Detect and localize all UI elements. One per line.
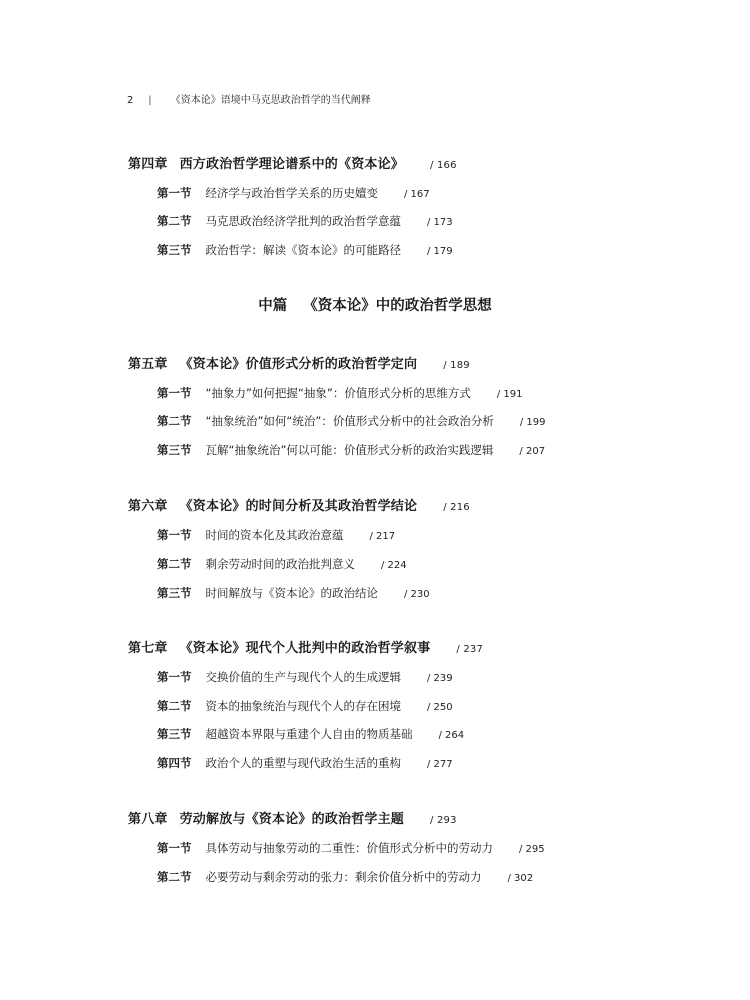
toc-section[interactable] (157, 588, 430, 600)
section-title: 时间解放与《资本论》的政治结论 (205, 586, 378, 600)
toc-section[interactable] (157, 843, 545, 855)
section-title: 政治个人的重塑与现代政治生活的重构 (205, 756, 401, 770)
part-number: 中篇 (258, 298, 288, 314)
section-title: “抽象力”如何把握“抽象”：价值形式分析的思维方式 (205, 386, 471, 400)
chapter-number: 第五章 (128, 357, 168, 372)
section-page: / 207 (519, 446, 546, 457)
section-number: 第一节 (157, 186, 192, 200)
toc-section[interactable] (157, 416, 545, 428)
section-title: 瓦解“抽象统治”何以可能：价值形式分析的政治实践逻辑 (205, 443, 494, 457)
section-title: 经济学与政治哲学关系的历史嬗变 (205, 186, 378, 200)
running-header (127, 91, 371, 106)
section-number: 第三节 (157, 443, 192, 457)
chapter-title: 西方政治哲学理论谱系中的《资本论》 (179, 157, 405, 172)
toc-section[interactable] (157, 872, 533, 884)
section-number: 第二节 (157, 870, 192, 884)
section-title: 时间的资本化及其政治意蕴 (205, 528, 344, 542)
chapter-page: / 293 (430, 815, 457, 826)
section-number: 第二节 (157, 557, 192, 571)
chapter-title: 《资本论》的时间分析及其政治哲学结论 (179, 499, 418, 514)
chapter-number: 第八章 (128, 812, 168, 827)
chapter-page: / 216 (443, 502, 470, 513)
chapter-page: / 237 (456, 644, 484, 655)
chapter-number: 第六章 (128, 499, 168, 514)
toc-section[interactable] (157, 530, 395, 542)
part-title: 《资本论》中的政治哲学思想 (303, 298, 492, 314)
section-page: / 230 (404, 589, 430, 600)
book-title: 《资本论》语境中马克思政治哲学的当代阐释 (170, 95, 371, 106)
section-page: / 199 (519, 417, 546, 428)
section-number: 第二节 (157, 214, 192, 228)
chapter-page: / 166 (430, 160, 457, 171)
section-page: / 167 (404, 189, 430, 200)
section-number: 第一节 (157, 386, 192, 400)
section-title: 具体劳动与抽象劳动的二重性：价值形式分析中的劳动力 (205, 841, 493, 855)
section-number: 第三节 (157, 243, 192, 257)
section-page: / 173 (427, 217, 453, 228)
section-page: / 277 (427, 759, 453, 770)
section-title: 马克思政治经济学批判的政治哲学意蕴 (205, 214, 401, 228)
section-title: 超越资本界限与重建个人自由的物质基础 (205, 727, 413, 741)
section-title: 交换价值的生产与现代个人的生成逻辑 (205, 670, 401, 684)
section-page: / 217 (369, 531, 396, 542)
toc-section[interactable] (157, 216, 453, 228)
section-number: 第三节 (157, 586, 192, 600)
section-title: 剩余劳动时间的政治批判意义 (205, 557, 355, 571)
chapter-number: 第四章 (128, 157, 168, 172)
toc-chapter-5[interactable] (128, 358, 470, 371)
section-number: 第四节 (157, 756, 192, 770)
section-page: / 302 (507, 873, 534, 884)
section-page: / 191 (496, 389, 523, 400)
section-title: 政治哲学：解读《资本论》的可能路径 (205, 243, 401, 257)
page-number: 2 (127, 95, 134, 106)
toc-chapter-6[interactable] (128, 500, 470, 513)
toc-section[interactable] (157, 388, 522, 400)
toc-section[interactable] (157, 701, 453, 713)
toc-section[interactable] (157, 758, 453, 770)
toc-section[interactable] (157, 245, 453, 257)
section-number: 第一节 (157, 841, 192, 855)
section-page: / 179 (427, 246, 453, 257)
toc-chapter-4[interactable] (128, 158, 457, 171)
section-number: 第三节 (157, 727, 192, 741)
toc-part-heading[interactable] (0, 299, 750, 314)
header-separator: | (148, 95, 152, 106)
section-number: 第一节 (157, 670, 192, 684)
section-title: “抽象统治”如何“统治”：价值形式分析中的社会政治分析 (205, 414, 494, 428)
toc-section[interactable] (157, 188, 430, 200)
section-page: / 250 (427, 702, 453, 713)
section-page: / 264 (438, 730, 465, 741)
section-number: 第二节 (157, 414, 192, 428)
section-number: 第一节 (157, 528, 192, 542)
section-page: / 295 (519, 844, 545, 855)
chapter-number: 第七章 (128, 641, 168, 656)
toc-section[interactable] (157, 729, 464, 741)
section-page: / 239 (427, 673, 453, 684)
section-title: 资本的抽象统治与现代个人的存在困境 (205, 699, 401, 713)
chapter-page: / 189 (443, 360, 470, 371)
section-number: 第二节 (157, 699, 192, 713)
chapter-title: 《资本论》价值形式分析的政治哲学定向 (179, 357, 418, 372)
toc-section[interactable] (157, 672, 453, 684)
chapter-title: 劳动解放与《资本论》的政治哲学主题 (179, 812, 405, 827)
toc-section[interactable] (157, 559, 407, 571)
section-title: 必要劳动与剩余劳动的张力：剩余价值分析中的劳动力 (205, 870, 482, 884)
section-page: / 224 (381, 560, 407, 571)
toc-section[interactable] (157, 445, 545, 457)
toc-chapter-7[interactable] (128, 642, 483, 655)
chapter-title: 《资本论》现代个人批判中的政治哲学叙事 (179, 641, 431, 656)
toc-chapter-8[interactable] (128, 813, 457, 826)
